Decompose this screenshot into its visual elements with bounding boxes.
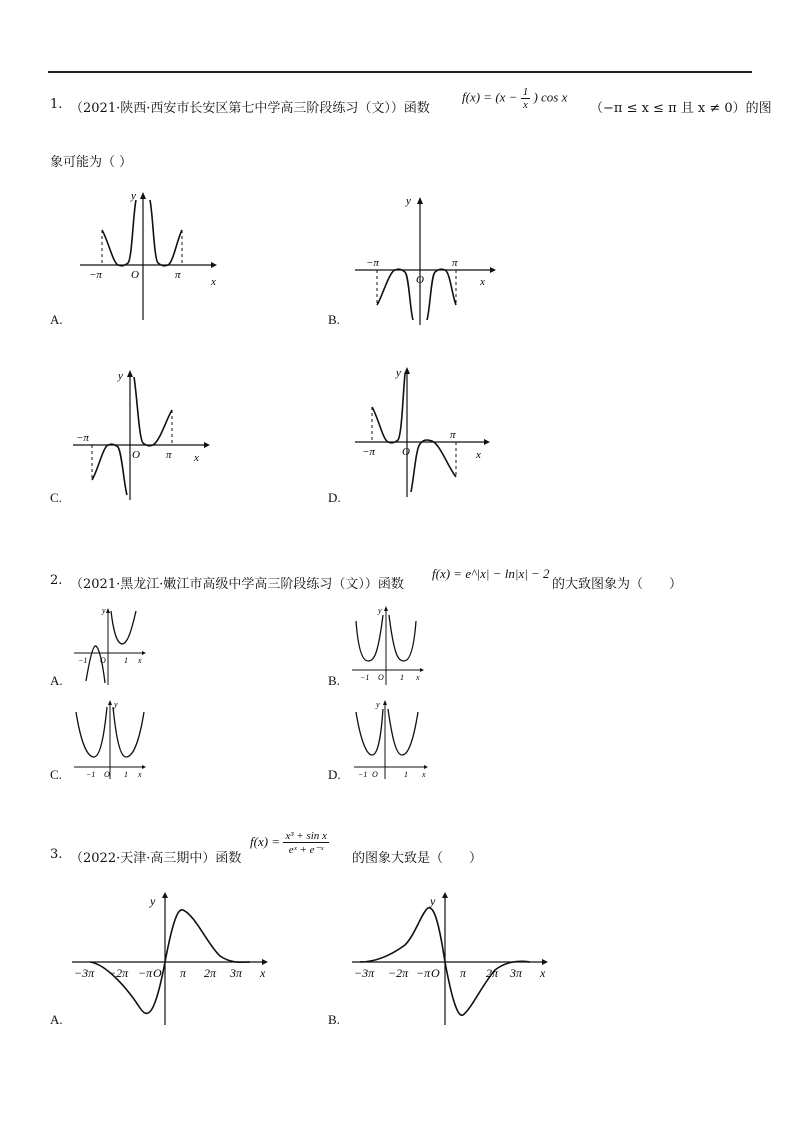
q2d-y-label: y	[376, 700, 380, 709]
q1a-pi: π	[175, 269, 181, 281]
q3-frac-den: eˣ + e⁻ˣ	[288, 844, 324, 856]
q1-number: 1.	[50, 97, 63, 112]
q1d-origin: O	[402, 446, 410, 458]
q1c-x-label: x	[194, 452, 199, 464]
q3-graph-a	[70, 890, 280, 1030]
q1a-y-label: y	[131, 190, 136, 202]
q3b-tick-pi: π	[460, 966, 467, 980]
q1-frac-num: 1	[522, 86, 529, 98]
q2-option-a[interactable]: A.	[50, 673, 63, 688]
q3-fraction	[283, 830, 329, 856]
q3a-tick-neg3pi: −3π	[74, 966, 95, 980]
q2a-neg-one: −1	[78, 656, 88, 665]
q2c-x-label: x	[138, 770, 142, 779]
q1-formula-open: (x −	[495, 89, 518, 105]
q1a-x-label: x	[211, 276, 216, 288]
q3b-tick-negpi: −π	[416, 966, 431, 980]
q3a-tick-3pi: 3π	[230, 966, 243, 980]
q1a-origin: O	[131, 269, 139, 281]
q1b-pi: π	[452, 257, 458, 269]
q2-number: 2.	[50, 573, 63, 588]
header-rule	[48, 71, 752, 73]
q2b-one: 1	[400, 673, 404, 682]
q1c-pi: π	[166, 449, 172, 461]
q1-graph-a	[75, 185, 225, 325]
q1-frac-den: x	[522, 99, 528, 111]
q2a-y-label: y	[102, 606, 106, 615]
q1-graph-c	[70, 365, 220, 505]
q3-number: 3.	[50, 847, 63, 862]
q3-frac-num: x³ + sin x	[285, 830, 327, 842]
q1b-x-label: x	[480, 276, 485, 288]
q3b-tick-neg2pi: −2π	[388, 966, 409, 980]
q2-graph-d	[352, 697, 432, 782]
q1b-y-label: y	[406, 195, 411, 207]
q2-graph-a	[72, 603, 152, 688]
q2-graph-c	[72, 697, 152, 782]
q2c-one: 1	[124, 770, 128, 779]
q2-option-c[interactable]: C.	[50, 767, 62, 782]
q2-option-b[interactable]: B.	[328, 673, 340, 688]
q3a-origin: O	[153, 966, 162, 980]
q2b-origin: O	[378, 673, 384, 682]
q3b-origin: O	[431, 966, 440, 980]
q2a-one: 1	[124, 656, 128, 665]
q1c-y-label: y	[118, 370, 123, 382]
q1b-origin: O	[416, 274, 424, 286]
q1-domain: （−π ≤ x ≤ π 且 x ≠ 0）的图	[590, 101, 772, 116]
q2-tail: 的大致图象为（ ）	[552, 577, 683, 592]
q2d-origin: O	[372, 770, 378, 779]
q2d-x-label: x	[422, 770, 426, 779]
q1-fraction	[521, 86, 531, 111]
q1c-origin: O	[132, 449, 140, 461]
q3-option-a[interactable]: A.	[50, 1012, 63, 1027]
q3-graph-b	[350, 890, 560, 1030]
q2b-neg-one: −1	[360, 673, 370, 682]
q3a-tick-pi: π	[180, 966, 187, 980]
q3-formula	[250, 830, 329, 856]
q3b-tick-3pi: 3π	[510, 966, 523, 980]
q3a-tick-2pi: 2π	[204, 966, 217, 980]
q1d-x-label: x	[476, 449, 481, 461]
q2a-x-label: x	[138, 656, 142, 665]
q3-tail: 的图象大致是（ ）	[352, 851, 483, 866]
q3b-tick-neg3pi: −3π	[354, 966, 375, 980]
q1-option-a[interactable]: A.	[50, 312, 63, 327]
q3a-x-label: x	[260, 966, 266, 980]
q3a-y-label: y	[150, 894, 156, 908]
q1-formula	[462, 86, 567, 111]
q3-source: （2022·天津·高三期中）函数	[70, 851, 242, 866]
q2b-x-label: x	[416, 673, 420, 682]
q1-graph-b	[352, 190, 502, 330]
q3-formula-lhs: f(x) =	[250, 833, 281, 849]
q1-option-c[interactable]: C.	[50, 490, 62, 505]
q2c-y-label: y	[114, 700, 118, 709]
q3b-tick-2pi: 2π	[486, 966, 499, 980]
q2-option-d[interactable]: D.	[328, 767, 341, 782]
q1d-pi: π	[450, 429, 456, 441]
q3a-tick-negpi: −π	[138, 966, 153, 980]
q1a-neg-pi: −π	[89, 269, 102, 281]
q1-formula-lhs: f(x) =	[462, 89, 493, 105]
q1-source: （2021·陕西·西安市长安区第七中学高三阶段练习（文））函数	[70, 101, 430, 116]
q1d-y-label: y	[396, 367, 401, 379]
q2c-neg-one: −1	[86, 770, 96, 779]
q3b-y-label: y	[430, 894, 436, 908]
q1-graph-d	[352, 362, 502, 502]
q3a-tick-neg2pi: −2π	[108, 966, 129, 980]
q1c-neg-pi: −π	[76, 432, 89, 444]
q2-formula: f(x) = e^|x| − ln|x| − 2	[432, 566, 550, 581]
q2d-one: 1	[404, 770, 408, 779]
q3-option-b[interactable]: B.	[328, 1012, 340, 1027]
q2b-y-label: y	[378, 606, 382, 615]
q3b-x-label: x	[540, 966, 546, 980]
q2d-neg-one: −1	[358, 770, 368, 779]
q2-graph-b	[350, 603, 430, 688]
q2a-origin: O	[100, 656, 106, 665]
q1-formula-close: ) cos x	[533, 89, 568, 105]
q1-line2: 象可能为（ ）	[50, 155, 133, 170]
q1d-neg-pi: −π	[362, 446, 375, 458]
q2-source: （2021·黑龙江·嫩江市高级中学高三阶段练习（文））函数	[70, 577, 404, 592]
q2c-origin: O	[104, 770, 110, 779]
q1b-neg-pi: −π	[366, 257, 379, 269]
q1-option-b[interactable]: B.	[328, 312, 340, 327]
q1-option-d[interactable]: D.	[328, 490, 341, 505]
